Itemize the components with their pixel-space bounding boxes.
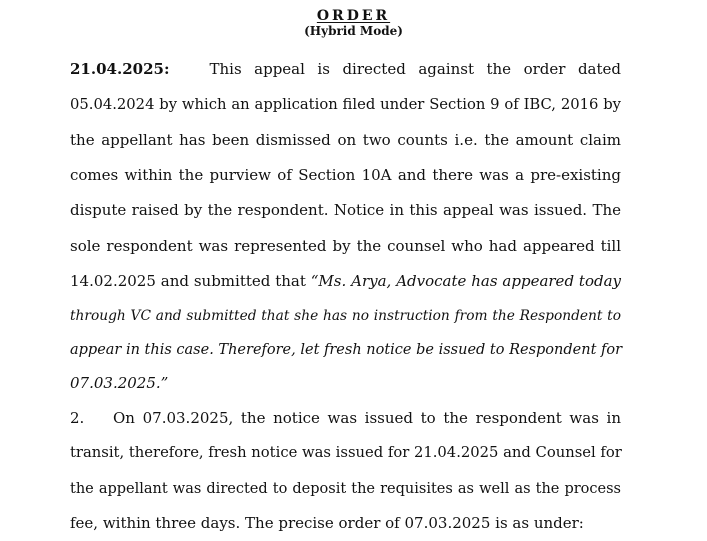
paragraph-1-text: This appeal is directed against the order dated — [209, 60, 621, 78]
order-date: 21.04.2025: — [70, 60, 170, 78]
quoted-order-line-3: appear in this case. Therefore, let fresh notice be issued to Respondent for — [70, 342, 623, 358]
paragraph-2-line-2: transit, therefore, fresh notice was issued for 21.04.2025 and Counsel for — [70, 444, 622, 461]
paragraph-1-line-7 — [70, 271, 621, 291]
paragraph-2-line-1 — [70, 408, 621, 428]
paragraph-1-line-3: the appellant has been dismissed on two counts i.e. the amount claim — [70, 131, 621, 149]
paragraph-1-line-7-plain: 14.02.2025 and submitted that — [70, 272, 311, 290]
quoted-order-line-4: 07.03.2025.” — [70, 374, 169, 392]
hearing-mode-subheading: (Hybrid Mode) — [304, 24, 403, 38]
paragraph-1-line-2: 05.04.2024 by which an application filed under Section 9 of IBC, 2016 by — [70, 96, 621, 113]
paragraph-1-line-6: sole respondent was represented by the counsel who had appeared till — [70, 237, 621, 255]
paragraph-2-line-4: fee, within three days. The precise order of 07.03.2025 is as under: — [70, 514, 584, 532]
quoted-order-line-2: through VC and submitted that she has no instruction from the Respondent to — [70, 308, 621, 324]
quoted-order-start: “Ms. Arya, Advocate has appeared today — [310, 272, 621, 290]
paragraph-1-line-4: comes within the purview of Section 10A and there was a pre-existing — [70, 166, 621, 184]
paragraph-number: 2. — [70, 409, 85, 427]
paragraph-2-line-3: the appellant was directed to deposit the requisites as well as the process — [70, 481, 621, 497]
paragraph-1-line-1 — [70, 59, 621, 79]
paragraph-1-line-5: dispute raised by the respondent. Notice in this appeal was issued. The — [70, 201, 621, 219]
paragraph-2-text: On 07.03.2025, the notice was issued to the respondent was in — [113, 409, 621, 427]
order-heading: ORDER — [316, 8, 391, 24]
